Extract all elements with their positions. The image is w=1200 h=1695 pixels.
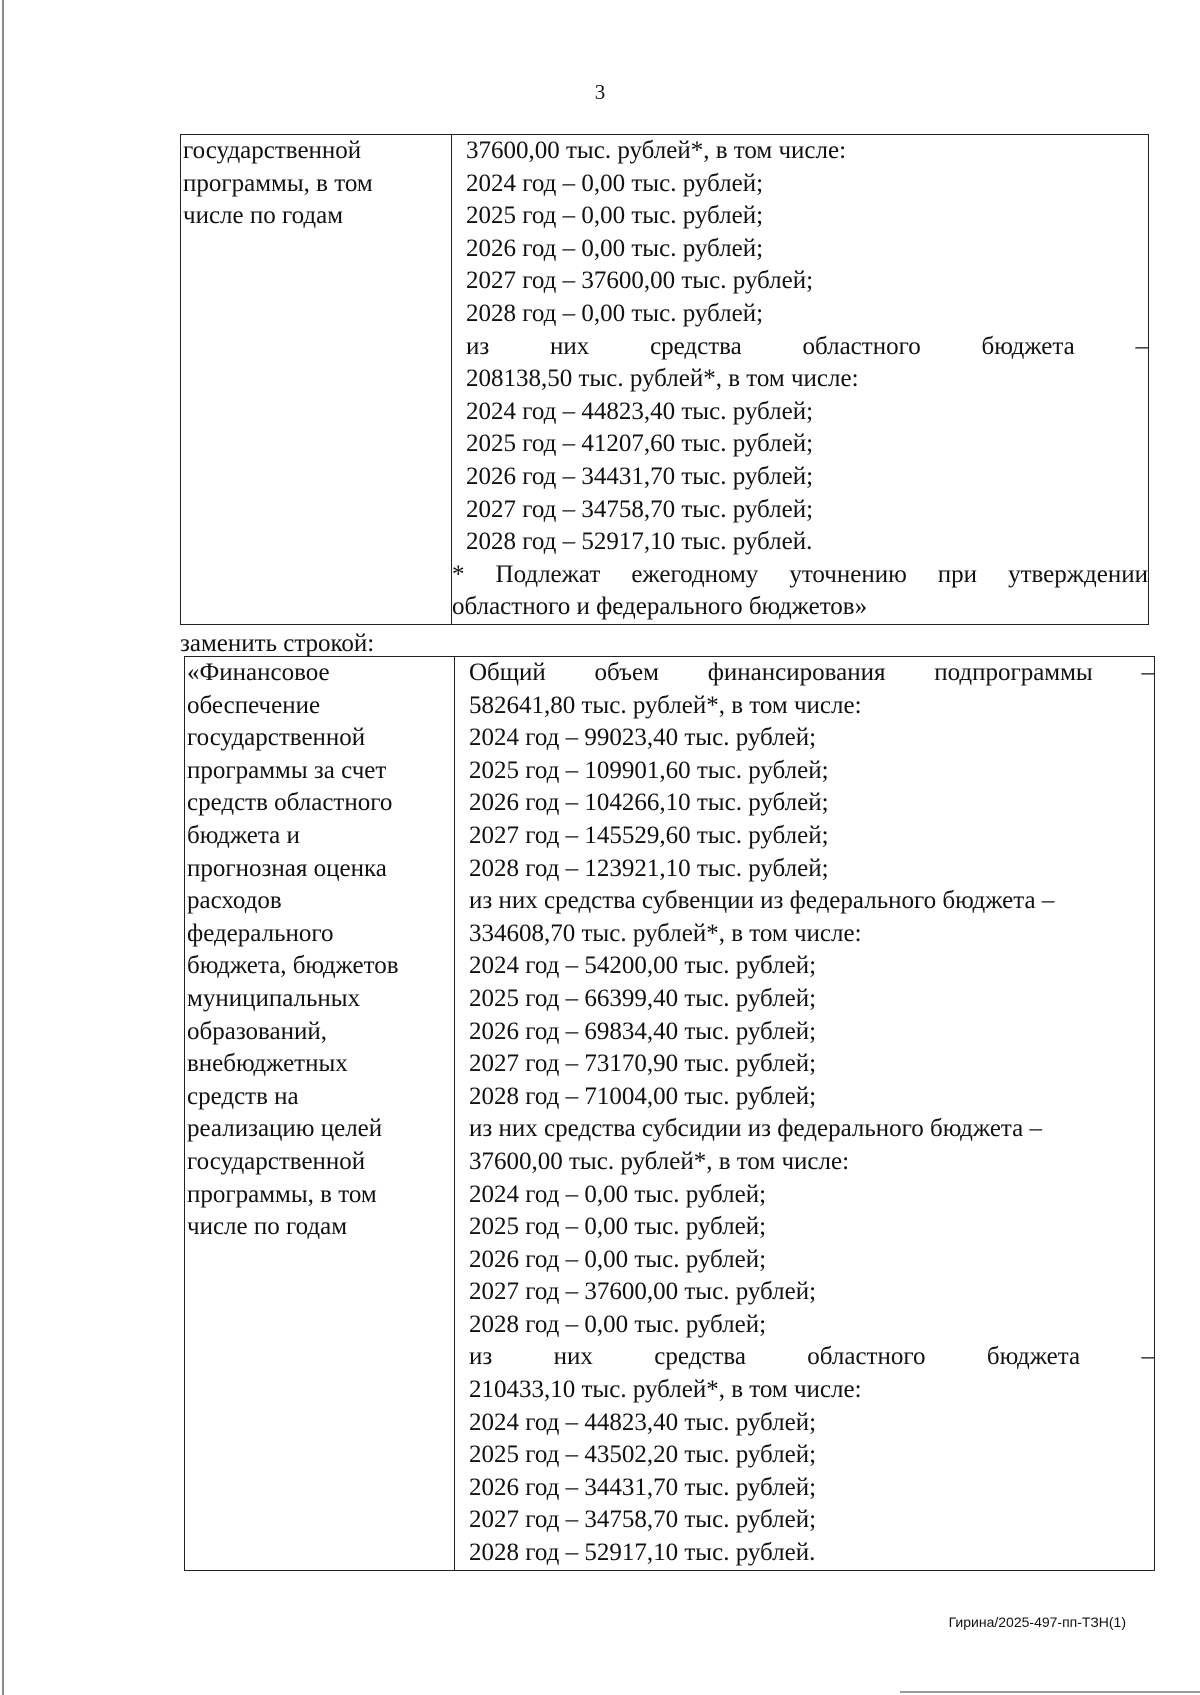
left-cell-line: федерального bbox=[187, 919, 334, 947]
old-table-left-cell bbox=[181, 135, 452, 625]
financing-line: 2028 год – 71004,00 тыс. рублей; bbox=[469, 1082, 817, 1110]
financing-line: 2027 год – 34758,70 тыс. рублей; bbox=[466, 495, 814, 523]
left-cell-line: программы, в том bbox=[187, 1180, 377, 1208]
financing-line: из них средства областного бюджета – bbox=[469, 1343, 1154, 1371]
left-cell-line: числе по годам bbox=[187, 1213, 348, 1241]
left-cell-line: средств на bbox=[187, 1082, 299, 1110]
left-cell-line: муниципальных bbox=[187, 984, 361, 1012]
left-cell-line: «Финансовое bbox=[187, 659, 330, 686]
financing-line: 2025 год – 0,00 тыс. рублей; bbox=[466, 202, 764, 230]
financing-line: 208138,50 тыс. рублей*, в том числе: bbox=[466, 365, 859, 393]
left-cell-line: расходов bbox=[187, 887, 282, 915]
footnote-line: * Подлежат ежегодному уточнению при утверждении bbox=[452, 560, 1148, 588]
left-cell-line: средств областного bbox=[187, 789, 393, 817]
financing-line: из них средства областного бюджета – bbox=[466, 332, 1148, 360]
scan-edge-bottom bbox=[900, 1691, 1200, 1693]
financing-line: 2026 год – 69834,40 тыс. рублей; bbox=[469, 1017, 817, 1045]
financing-line: 2026 год – 0,00 тыс. рублей; bbox=[466, 234, 764, 262]
financing-line: 2024 год – 0,00 тыс. рублей; bbox=[469, 1180, 767, 1208]
financing-line: 334608,70 тыс. рублей*, в том числе: bbox=[469, 919, 862, 947]
financing-line: 2024 год – 44823,40 тыс. рублей; bbox=[469, 1408, 817, 1436]
replace-label: заменить строкой: bbox=[180, 630, 375, 657]
old-right-lines bbox=[466, 135, 1148, 559]
financing-line: 2025 год – 109901,60 тыс. рублей; bbox=[469, 756, 829, 784]
left-cell-line: государственной bbox=[183, 137, 362, 164]
financing-line: 2026 год – 104266,10 тыс. рублей; bbox=[469, 789, 829, 817]
left-cell-line: программы, в том bbox=[183, 169, 373, 197]
financing-line: 2028 год – 123921,10 тыс. рублей; bbox=[469, 854, 829, 882]
scan-edge-left bbox=[2, 0, 4, 1695]
financing-line: 2025 год – 43502,20 тыс. рублей; bbox=[469, 1441, 817, 1469]
financing-line: Общий объем финансирования подпрограммы – bbox=[469, 659, 1154, 686]
financing-line: 2026 год – 0,00 тыс. рублей; bbox=[469, 1245, 767, 1273]
financing-line: 2026 год – 34431,70 тыс. рублей; bbox=[466, 462, 814, 490]
financing-line: из них средства субсидии из федерального бюджета – bbox=[469, 1115, 1042, 1143]
left-cell-line: прогнозная оценка bbox=[187, 854, 387, 882]
financing-line: 2024 год – 54200,00 тыс. рублей; bbox=[469, 952, 817, 980]
old-footnote bbox=[452, 559, 1148, 624]
financing-line: 2025 год – 66399,40 тыс. рублей; bbox=[469, 984, 817, 1012]
old-table-right-cell bbox=[452, 135, 1149, 625]
new-table-left-cell bbox=[185, 657, 455, 1571]
page-number: 3 bbox=[594, 80, 606, 104]
financing-line: 2027 год – 37600,00 тыс. рублей; bbox=[466, 267, 814, 295]
financing-line: 37600,00 тыс. рублей*, в том числе: bbox=[469, 1147, 850, 1175]
left-cell-line: государственной bbox=[187, 1147, 366, 1175]
left-cell-line: образований, bbox=[187, 1017, 328, 1045]
financing-line: 2027 год – 37600,00 тыс. рублей; bbox=[469, 1278, 817, 1306]
document-id: Гирина/2025-497-пп-ТЗН(1) bbox=[948, 1614, 1126, 1630]
financing-line: 2024 год – 44823,40 тыс. рублей; bbox=[466, 397, 814, 425]
financing-line: 2025 год – 0,00 тыс. рублей; bbox=[469, 1213, 767, 1241]
financing-line: 2028 год – 0,00 тыс. рублей; bbox=[466, 299, 764, 327]
financing-line: 2024 год – 0,00 тыс. рублей; bbox=[466, 169, 764, 197]
left-cell-line: числе по годам bbox=[183, 202, 344, 230]
left-cell-line: внебюджетных bbox=[187, 1050, 348, 1078]
footnote-line: областного и федерального бюджетов» bbox=[452, 593, 868, 621]
financing-line: 2027 год – 34758,70 тыс. рублей; bbox=[469, 1506, 817, 1534]
left-cell-line: реализацию целей bbox=[187, 1115, 383, 1143]
financing-line: 2027 год – 73170,90 тыс. рублей; bbox=[469, 1050, 817, 1078]
new-right-lines bbox=[469, 657, 1154, 1570]
left-cell-line: бюджета и bbox=[187, 821, 300, 849]
financing-line: из них средства субвенции из федерального бюджета – bbox=[469, 887, 1055, 915]
financing-line: 2025 год – 41207,60 тыс. рублей; bbox=[466, 430, 814, 458]
new-financing-table bbox=[184, 656, 1155, 1571]
financing-line: 2024 год – 99023,40 тыс. рублей; bbox=[469, 724, 817, 752]
financing-line: 2028 год – 0,00 тыс. рублей; bbox=[469, 1310, 767, 1338]
financing-line: 2028 год – 52917,10 тыс. рублей. bbox=[469, 1539, 816, 1567]
financing-line: 582641,80 тыс. рублей*, в том числе: bbox=[469, 691, 862, 719]
financing-line: 2028 год – 52917,10 тыс. рублей. bbox=[466, 528, 813, 556]
financing-line: 2027 год – 145529,60 тыс. рублей; bbox=[469, 821, 829, 849]
left-cell-line: обеспечение bbox=[187, 691, 321, 719]
left-cell-line: государственной bbox=[187, 724, 366, 752]
left-cell-line: программы за счет bbox=[187, 756, 387, 784]
financing-line: 2026 год – 34431,70 тыс. рублей; bbox=[469, 1473, 817, 1501]
old-financing-table bbox=[180, 134, 1149, 625]
left-cell-line: бюджета, бюджетов bbox=[187, 952, 399, 980]
financing-line: 37600,00 тыс. рублей*, в том числе: bbox=[466, 137, 847, 164]
new-table-right-cell bbox=[455, 657, 1155, 1571]
financing-line: 210433,10 тыс. рублей*, в том числе: bbox=[469, 1376, 862, 1404]
